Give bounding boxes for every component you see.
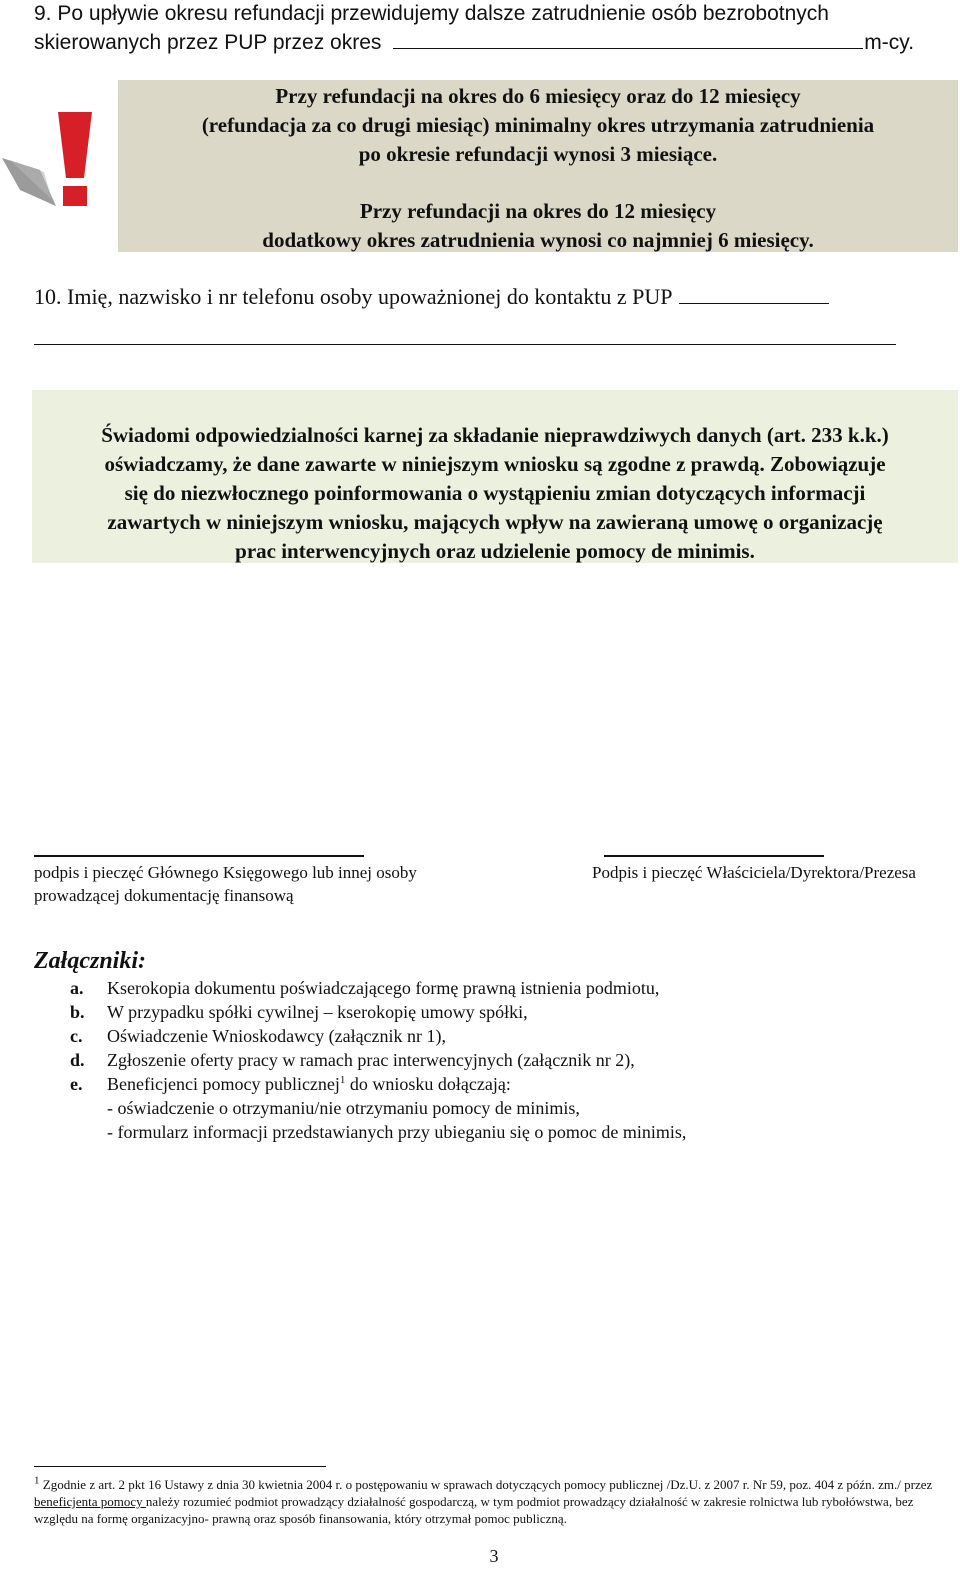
list-item-letter: b.: [70, 1002, 85, 1022]
owner-signature-line[interactable]: [604, 855, 824, 857]
accountant-signature-line[interactable]: [34, 855, 364, 857]
list-item-letter: a.: [70, 978, 84, 998]
footnote-text: Zgodnie z art. 2 pkt 16 Ustawy z dnia 30 kwietnia 2004 r. o postępowaniu w sprawach dotyczących pomocy publicznej /Dz.U. z 2007 r. Nr 59, poz. 404 z późn. zm./ przez: [39, 1477, 933, 1492]
declaration-box: [32, 390, 958, 563]
page-number: 3: [489, 1546, 499, 1566]
list-item-text: Oświadczenie Wnioskodawcy (załącznik nr 1),: [107, 1026, 447, 1046]
attachments-list: [70, 976, 930, 1144]
signature-caption-line: podpis i pieczęć Głównego Księgowego lub innej osoby: [34, 863, 417, 882]
exclamation-icon: [0, 108, 100, 212]
question-10-label: 10. Imię, nazwisko i nr telefonu osoby upoważnionej do kontaktu z PUP: [34, 284, 673, 309]
months-input-line[interactable]: [393, 28, 863, 49]
list-item: [70, 1024, 930, 1048]
notice-line: po okresie refundacji wynosi 3 miesiące.: [358, 142, 718, 166]
list-item-text: Beneficjenci pomocy publicznej$^1$ do wniosku dołączają:: [107, 1074, 511, 1094]
owner-signature-caption: Podpis i pieczęć Właściciela/Dyrektora/Prezesa: [592, 863, 916, 882]
signature-caption-line: prowadzącej dokumentację finansową: [34, 886, 294, 905]
attachments-title: Załączniki:: [34, 948, 146, 974]
question-10: [34, 282, 829, 312]
contact-input-line[interactable]: [679, 283, 829, 304]
sub-item: - formularz informacji przedstawianych przy ubieganiu się o pomoc de minimis,: [107, 1122, 687, 1142]
notice-line: Przy refundacji na okres do 6 miesięcy oraz do 12 miesięcy: [275, 84, 801, 108]
declaration-line: Świadomi odpowiedzialności karnej za składanie nieprawdziwych danych (art. 233 k.k.): [101, 423, 889, 447]
list-item: [70, 976, 930, 1000]
list-item: [70, 1048, 930, 1072]
list-item-letter: e.: [70, 1074, 83, 1094]
question-9-line2: [34, 28, 956, 57]
footnote-mark: 1: [34, 1474, 40, 1487]
declaration-line: prac interwencyjnych oraz udzielenie pomocy de minimis.: [235, 539, 755, 563]
list-item: [70, 1072, 930, 1096]
months-unit: m-cy.: [864, 31, 915, 54]
accountant-signature-caption: [34, 861, 474, 907]
list-item-letter: d.: [70, 1050, 85, 1070]
notice-line: Przy refundacji na okres do 12 miesięcy: [359, 199, 717, 223]
list-item-text: Kserokopia dokumentu poświadczającego formę prawną istnienia podmiotu,: [107, 978, 660, 998]
notice-line: (refundacja za co drugi miesiąc) minimalny okres utrzymania zatrudnienia: [201, 113, 875, 137]
question-9: [34, 0, 956, 28]
sub-item: - oświadczenie o otrzymaniu/nie otrzymaniu pomocy de minimis,: [107, 1098, 580, 1118]
footnote-ref: 1: [339, 1074, 346, 1086]
list-item: [70, 1000, 930, 1024]
footnote-separator: [34, 1466, 326, 1467]
declaration-line: zawartych w niniejszym wniosku, mających wpływ na zawieraną umowę o organizację: [107, 510, 883, 534]
footnote: [34, 1476, 934, 1527]
declaration-line: się do niezwłocznego poinformowania o wystąpieniu zmian dotyczących informacji: [124, 481, 866, 505]
refund-notice-box: [118, 80, 958, 252]
list-item-text: Zgłoszenie oferty pracy w ramach prac interwencyjnych (załącznik nr 2),: [107, 1050, 635, 1070]
list-item-text: W przypadku spółki cywilnej – kserokopię umowy spółki,: [107, 1002, 528, 1022]
contact-input-line-2[interactable]: [34, 344, 896, 345]
declaration-line: oświadczamy, że dane zawarte w niniejszym wniosku są zgodne z prawdą. Zobowiązuje: [104, 452, 886, 476]
list-item-letter: c.: [70, 1026, 83, 1046]
footnote-link[interactable]: beneficjenta pomocy: [34, 1494, 146, 1509]
notice-line: dodatkowy okres zatrudnienia wynosi co najmniej 6 miesięcy.: [262, 228, 814, 252]
footnote-text: należy rozumieć podmiot prowadzący działalność gospodarczą, w tym podmiot prowadzący działalność w zakresie rolnictwa lub rybołówstwa, bez względu na formę organizacyjno- prawną oraz sposób finansowania, który otrzymał pomoc publiczną.: [34, 1494, 914, 1526]
question-9-label: skierowanych przez PUP przez okres: [34, 31, 382, 54]
question-9-line1: 9. Po upływie okresu refundacji przewidujemy dalsze zatrudnienie osób bezrobotnych: [34, 2, 829, 25]
